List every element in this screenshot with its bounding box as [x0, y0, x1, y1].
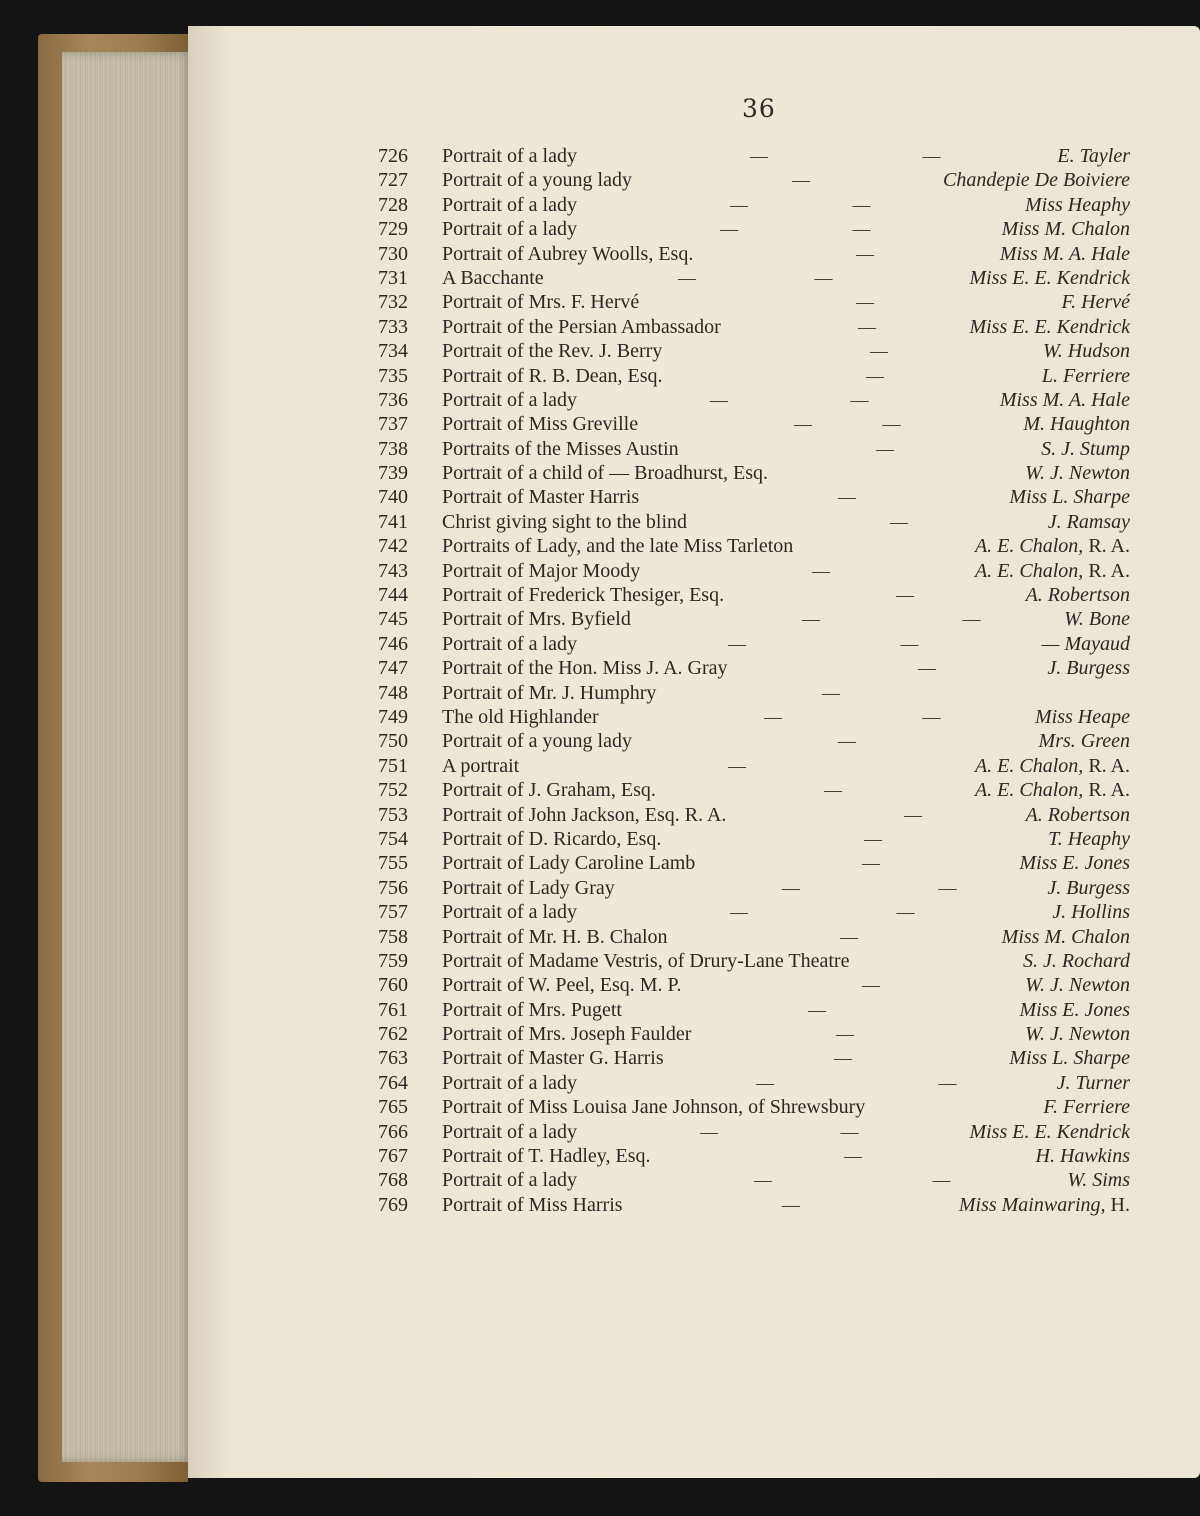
entry-artist: [1062, 290, 1131, 314]
catalogue-entry: [378, 583, 1130, 607]
entry-title: Portrait of a lady: [442, 1120, 577, 1143]
entry-artist: [1019, 851, 1130, 875]
entry-title: Portrait of the Persian Ambassador: [442, 315, 721, 338]
entry-dashes: —: [864, 828, 882, 849]
artist-name: E. Tayler: [1057, 145, 1130, 167]
entry-dashes: —: [782, 1194, 800, 1215]
entry-dashes: —: [862, 853, 880, 874]
entry-title: Portrait of Madame Vestris, of Drury-Lane Theatre: [442, 949, 850, 972]
catalogue-entry: [378, 290, 1130, 314]
catalogue-entry: [378, 973, 1130, 997]
entry-number: 751: [378, 754, 408, 777]
artist-name: A. E. Chalon,: [974, 779, 1084, 802]
entry-dashes: —: [822, 682, 840, 703]
entry-number: 737: [378, 413, 408, 436]
entry-artist: [1042, 364, 1130, 388]
artist-name: W. J. Newton: [1025, 974, 1130, 997]
entry-artist: [1025, 193, 1130, 217]
artist-name: Mrs. Green: [1038, 730, 1130, 753]
entry-dashes: — —: [730, 902, 915, 923]
entry-artist: [975, 534, 1130, 558]
entry-dashes: —: [834, 1048, 852, 1069]
catalogue-entry: [378, 705, 1130, 729]
catalogue-entry: [378, 681, 1130, 705]
artist-name: Miss L. Sharpe: [1009, 486, 1130, 509]
entry-number: 769: [378, 1193, 408, 1216]
artist-name: S. J. Stump: [1041, 437, 1130, 460]
entry-artist: [1000, 242, 1130, 266]
page-number: 36: [742, 94, 776, 123]
entry-number: 732: [378, 291, 408, 314]
entry-number: 759: [378, 949, 408, 972]
artist-name: A. E. Chalon,: [974, 559, 1084, 582]
artist-rank: R. A.: [1083, 754, 1130, 777]
catalogue-entry: [378, 632, 1130, 656]
entry-title: Portrait of Mrs. Byfield: [442, 608, 631, 631]
artist-name: Miss L. Sharpe: [1009, 1047, 1130, 1070]
catalogue-entry: [378, 242, 1130, 266]
entry-title: Portrait of a young lady: [442, 730, 632, 753]
entry-title: Portrait of a young lady: [442, 169, 632, 192]
entry-number: 739: [378, 462, 408, 485]
catalogue-entry: [378, 1046, 1130, 1070]
artist-name: Chandepie De Boiviere: [943, 169, 1130, 192]
artist-name: L. Ferriere: [1041, 364, 1130, 387]
entry-artist: [975, 559, 1130, 583]
artist-name: F. Ferriere: [1043, 1096, 1130, 1119]
entry-number: 764: [378, 1071, 408, 1094]
catalogue-entry: [378, 217, 1130, 241]
entry-dashes: —: [870, 341, 888, 362]
entry-title: Portrait of Mr. J. Humphry: [442, 681, 657, 704]
entry-artist: [1002, 217, 1130, 241]
entry-title: Portrait of Mrs. Joseph Faulder: [442, 1023, 692, 1046]
entry-artist: [1019, 998, 1130, 1022]
entry-artist: [1025, 461, 1130, 485]
entry-artist: [1048, 827, 1130, 851]
entry-artist: [1041, 437, 1130, 461]
entry-number: 729: [378, 218, 408, 241]
entry-number: 768: [378, 1169, 408, 1192]
entry-dashes: —: [792, 170, 810, 191]
entry-dashes: —: [844, 1146, 862, 1167]
entry-artist: [1023, 412, 1130, 436]
catalogue-entry: [378, 168, 1130, 192]
catalogue-entry: [378, 1095, 1130, 1119]
entry-title: Portrait of a lady: [442, 1071, 577, 1094]
catalogue-entry: [378, 364, 1130, 388]
catalogue-entries: [378, 144, 1130, 1217]
artist-name: Miss E. Jones: [1019, 998, 1130, 1021]
artist-name: W. Bone: [1064, 608, 1130, 631]
entry-number: 758: [378, 925, 408, 948]
entry-dashes: — —: [730, 194, 871, 215]
artist-name: Miss M. A. Hale: [999, 388, 1130, 411]
entry-number: 757: [378, 901, 408, 924]
artist-name: M. Haughton: [1023, 413, 1130, 436]
entry-artist: [1052, 900, 1130, 924]
entry-dashes: — —: [700, 1121, 859, 1142]
artist-rank: R. A.: [1083, 779, 1130, 802]
entry-artist: [1026, 583, 1130, 607]
entry-dashes: —: [890, 511, 908, 532]
entry-artist: [1025, 973, 1130, 997]
entry-title: Portrait of Aubrey Woolls, Esq.: [442, 242, 694, 265]
artist-name: Miss M. A. Hale: [999, 242, 1130, 265]
catalogue-entry: [378, 559, 1130, 583]
entry-artist: [975, 778, 1130, 802]
entry-number: 755: [378, 852, 408, 875]
entry-artist: [1043, 1095, 1130, 1119]
artist-name: A. Robertson: [1025, 584, 1130, 607]
entry-title: Portrait of a child of — Broadhurst, Esq.: [442, 462, 769, 485]
entry-dashes: — —: [754, 1170, 951, 1191]
entry-title: Portrait of John Jackson, Esq. R. A.: [442, 803, 727, 826]
entry-dashes: — —: [802, 609, 981, 630]
entry-dashes: — —: [750, 146, 941, 166]
entry-number: 753: [378, 803, 408, 826]
artist-rank: R. A.: [1083, 535, 1130, 558]
entry-title: Portrait of a lady: [442, 193, 577, 216]
entry-dashes: — —: [720, 219, 871, 240]
entry-number: 731: [378, 266, 408, 289]
catalogue-entry: [378, 851, 1130, 875]
entry-number: 754: [378, 827, 408, 850]
entry-number: 726: [378, 145, 408, 167]
catalogue-entry: [378, 729, 1130, 753]
entry-number: 744: [378, 584, 408, 607]
catalogue-entry: [378, 656, 1130, 680]
entry-number: 728: [378, 193, 408, 216]
catalogue-entry: [378, 510, 1130, 534]
entry-artist: [1035, 705, 1130, 729]
entry-artist: [959, 1193, 1130, 1217]
artist-name: Miss Heaphy: [1025, 193, 1130, 216]
entry-title: Portrait of a lady: [442, 145, 577, 167]
catalogue-entry: [378, 778, 1130, 802]
entry-title: Portrait of a lady: [442, 1169, 577, 1192]
entry-artist: [1057, 144, 1130, 168]
catalogue-entry: [378, 998, 1130, 1022]
entry-dashes: —: [728, 755, 746, 776]
entry-title: Portraits of the Misses Austin: [442, 437, 679, 460]
entry-number: 740: [378, 486, 408, 509]
entry-artist: [1042, 632, 1130, 656]
artist-name: J. Burgess: [1047, 657, 1130, 680]
artist-name: — Mayaud: [1041, 632, 1130, 655]
artist-name: Miss E. E. Kendrick: [969, 266, 1130, 289]
catalogue-entry: [378, 461, 1130, 485]
entry-title: A Bacchante: [442, 266, 544, 289]
catalogue-entry: [378, 1193, 1130, 1217]
entry-artist: [1036, 1144, 1130, 1168]
entry-number: 761: [378, 998, 408, 1021]
entry-title: Portrait of Mrs. Pugett: [442, 998, 622, 1021]
artist-rank: H.: [1105, 1193, 1130, 1216]
entry-title: Portrait of T. Hadley, Esq.: [442, 1145, 651, 1168]
entry-title: Portrait of Mr. H. B. Chalon: [442, 925, 668, 948]
artist-name: J. Turner: [1056, 1071, 1130, 1094]
artist-name: A. Robertson: [1025, 803, 1130, 826]
entry-number: 743: [378, 559, 408, 582]
catalogue-entry: [378, 315, 1130, 339]
catalogue-entry: [378, 827, 1130, 851]
catalogue-entry: [378, 1071, 1130, 1095]
catalogue-entry: [378, 193, 1130, 217]
catalogue-entry: [378, 607, 1130, 631]
catalogue-entry: [378, 266, 1130, 290]
entry-title: Portrait of W. Peel, Esq. M. P.: [442, 974, 682, 997]
entry-dashes: — —: [794, 414, 901, 435]
catalogue-entry: [378, 1022, 1130, 1046]
artist-name: A. E. Chalon,: [974, 754, 1084, 777]
entry-artist: [1064, 607, 1130, 631]
artist-name: Miss Heape: [1035, 705, 1130, 728]
entry-number: 748: [378, 681, 408, 704]
entry-number: 733: [378, 315, 408, 338]
entry-dashes: —: [876, 438, 894, 459]
artist-name: Miss E. Jones: [1019, 852, 1130, 875]
artist-rank: R. A.: [1083, 559, 1130, 582]
entry-number: 749: [378, 705, 408, 728]
entry-number: 734: [378, 340, 408, 363]
entry-title: Portrait of Lady Gray: [442, 876, 615, 899]
entry-title: Portrait of a lady: [442, 218, 577, 241]
page-edges: [62, 52, 192, 1462]
artist-name: Miss M. Chalon: [1001, 218, 1130, 241]
entry-title: Portrait of a lady: [442, 901, 577, 924]
entry-artist: [1009, 1046, 1130, 1070]
entry-number: 750: [378, 730, 408, 753]
artist-name: S. J. Rochard: [1022, 949, 1130, 972]
entry-title: Portrait of Lady Caroline Lamb: [442, 852, 696, 875]
catalogue-entry: [378, 339, 1130, 363]
entry-title: Portrait of Mrs. F. Hervé: [442, 291, 640, 314]
entry-dashes: —: [840, 926, 858, 947]
entry-artist: [969, 1120, 1130, 1144]
entry-title: Portrait of Master Harris: [442, 486, 640, 509]
entry-number: 746: [378, 632, 408, 655]
artist-name: Miss E. E. Kendrick: [969, 1120, 1130, 1143]
entry-dashes: —: [824, 780, 842, 801]
entry-number: 756: [378, 876, 408, 899]
artist-name: A. E. Chalon,: [974, 535, 1084, 558]
entry-artist: [1009, 485, 1130, 509]
entry-number: 760: [378, 974, 408, 997]
entry-dashes: —: [856, 292, 874, 313]
artist-name: Miss E. E. Kendrick: [969, 315, 1130, 338]
entry-title: Portraits of Lady, and the late Miss Tarleton: [442, 535, 794, 558]
entry-title: Portrait of a lady: [442, 388, 577, 411]
catalogue-entry: [378, 754, 1130, 778]
entry-dashes: —: [836, 1024, 854, 1045]
catalogue-entry: [378, 388, 1130, 412]
catalogue-entry: [378, 876, 1130, 900]
entry-number: 765: [378, 1096, 408, 1119]
entry-artist: [1025, 1022, 1130, 1046]
catalogue-entry: [378, 1168, 1130, 1192]
artist-name: W. Hudson: [1042, 340, 1130, 363]
entry-dashes: — —: [764, 706, 941, 727]
artist-name: T. Heaphy: [1048, 827, 1130, 850]
entry-number: 738: [378, 437, 408, 460]
entry-artist: [1067, 1168, 1130, 1192]
artist-name: Miss M. Chalon: [1001, 925, 1130, 948]
entry-dashes: —: [896, 585, 914, 606]
entry-dashes: — —: [756, 1072, 957, 1093]
entry-dashes: —: [918, 658, 936, 679]
entry-title: A portrait: [442, 754, 520, 777]
catalogue-entry: [378, 925, 1130, 949]
entry-artist: [1048, 510, 1130, 534]
entry-number: 767: [378, 1145, 408, 1168]
catalogue-entry: [378, 534, 1130, 558]
artist-name: W. J. Newton: [1025, 1023, 1130, 1046]
entry-dashes: —: [838, 731, 856, 752]
catalogue-entry: [378, 412, 1130, 436]
entry-title: Portrait of a lady: [442, 632, 577, 655]
entry-title: Portrait of the Rev. J. Berry: [442, 340, 663, 363]
entry-title: Portrait of D. Ricardo, Esq.: [442, 827, 662, 850]
entry-dashes: — —: [710, 389, 869, 410]
entry-number: 752: [378, 779, 408, 802]
entry-artist: [1047, 656, 1130, 680]
entry-title: Portrait of Miss Louisa Jane Johnson, of Shrewsbury: [442, 1096, 866, 1119]
artist-name: H. Hawkins: [1035, 1145, 1130, 1168]
entry-title: Portrait of Miss Harris: [442, 1193, 623, 1216]
entry-title: The old Highlander: [442, 705, 599, 728]
catalogue-entry: [378, 900, 1130, 924]
entry-dashes: — —: [678, 267, 833, 288]
entry-dashes: —: [812, 560, 830, 581]
entry-title: Portrait of J. Graham, Esq.: [442, 779, 656, 802]
entry-dashes: — —: [728, 633, 919, 654]
entry-title: Christ giving sight to the blind: [442, 510, 688, 533]
entry-artist: [1026, 803, 1130, 827]
entry-artist: [1023, 949, 1130, 973]
entry-title: Portrait of Miss Greville: [442, 413, 639, 436]
entry-number: 763: [378, 1047, 408, 1070]
entry-number: 747: [378, 657, 408, 680]
artist-name: J. Burgess: [1047, 876, 1130, 899]
entry-title: Portrait of R. B. Dean, Esq.: [442, 364, 663, 387]
entry-artist: [1002, 925, 1130, 949]
entry-artist: [969, 315, 1130, 339]
entry-artist: [1039, 729, 1130, 753]
entry-dashes: —: [866, 365, 884, 386]
entry-dashes: — —: [782, 877, 957, 898]
entry-number: 745: [378, 608, 408, 631]
entry-title: Portrait of the Hon. Miss J. A. Gray: [442, 657, 728, 680]
entry-dashes: —: [862, 975, 880, 996]
entry-number: 735: [378, 364, 408, 387]
entry-artist: [943, 168, 1130, 192]
artist-name: F. Hervé: [1061, 291, 1130, 314]
entry-title: Portrait of Major Moody: [442, 559, 641, 582]
catalogue-entry: [378, 144, 1130, 168]
entry-number: 742: [378, 535, 408, 558]
artist-name: J. Hollins: [1052, 901, 1130, 924]
entry-artist: [1057, 1071, 1130, 1095]
entry-dashes: —: [808, 999, 826, 1020]
catalogue-entry: [378, 437, 1130, 461]
entry-number: 736: [378, 388, 408, 411]
entry-title: Portrait of Master G. Harris: [442, 1047, 664, 1070]
entry-artist: [1043, 339, 1130, 363]
entry-artist: [1000, 388, 1130, 412]
artist-name: Miss Mainwaring,: [958, 1193, 1106, 1216]
entry-dashes: —: [856, 243, 874, 264]
entry-artist: [1047, 876, 1130, 900]
catalogue-entry: [378, 1120, 1130, 1144]
artist-name: W. J. Newton: [1025, 462, 1130, 485]
entry-artist: [969, 266, 1130, 290]
entry-dashes: —: [838, 487, 856, 508]
artist-name: W. Sims: [1067, 1169, 1130, 1192]
entry-dashes: —: [904, 804, 922, 825]
catalogue-entry: [378, 949, 1130, 973]
entry-number: 766: [378, 1120, 408, 1143]
catalogue-entry: [378, 485, 1130, 509]
entry-title: Portrait of Frederick Thesiger, Esq.: [442, 584, 725, 607]
entry-number: 762: [378, 1023, 408, 1046]
entry-dashes: —: [858, 316, 876, 337]
entry-number: 727: [378, 169, 408, 192]
entry-number: 741: [378, 510, 408, 533]
entry-artist: [975, 754, 1130, 778]
catalogue-entry: [378, 803, 1130, 827]
artist-name: J. Ramsay: [1047, 510, 1130, 533]
catalogue-entry: [378, 1144, 1130, 1168]
entry-number: 730: [378, 242, 408, 265]
